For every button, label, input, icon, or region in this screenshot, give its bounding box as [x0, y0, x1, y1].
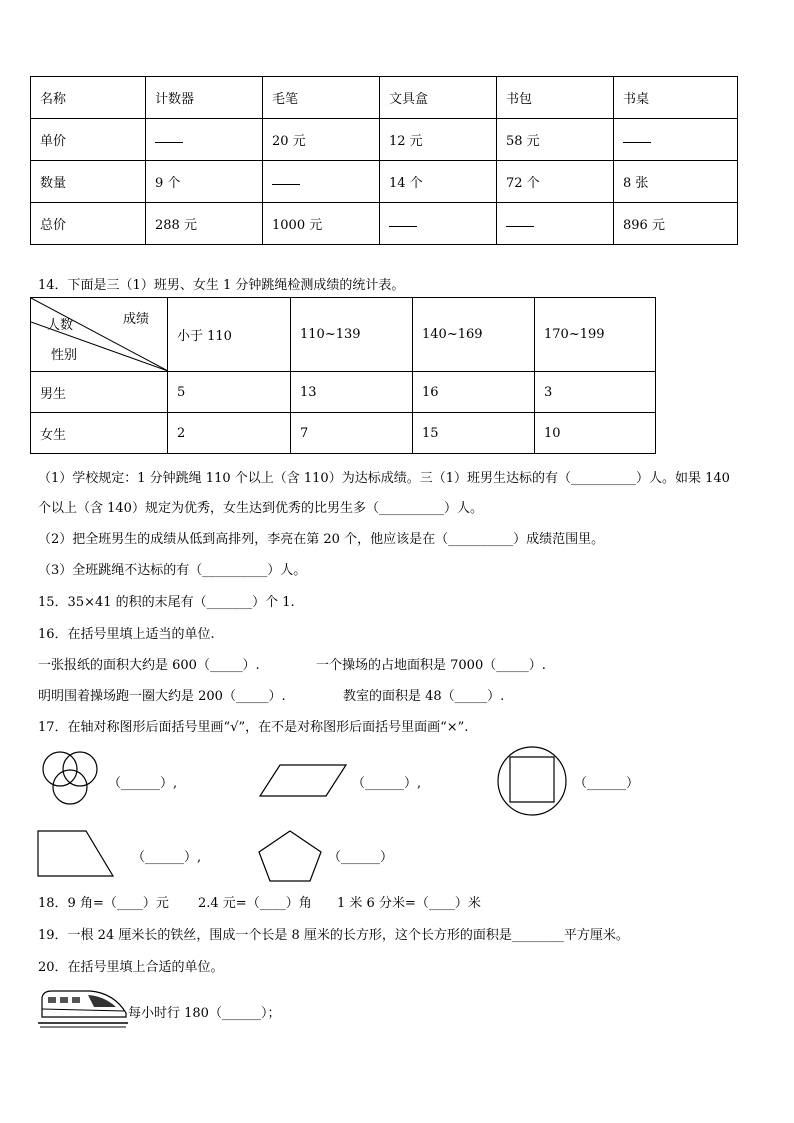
table-cell: 文具盒	[380, 77, 497, 119]
table-row	[31, 413, 656, 454]
pentagon-icon	[256, 828, 324, 884]
table-cell: 书包	[497, 77, 614, 119]
answer-blank[interactable]	[263, 161, 380, 203]
price-table	[30, 76, 738, 245]
q18-a: 18．9 角=（____）元	[38, 896, 169, 911]
table-cell: 288 元	[146, 203, 263, 245]
q17-blank-2[interactable]: （______）,	[352, 776, 422, 791]
corner-label-score: 成绩	[123, 312, 150, 327]
table-cell: 72 个	[497, 161, 614, 203]
q16-b: 一个操场的占地面积是 7000（_____）.	[316, 658, 546, 673]
q18-b: 2.4 元=（____）角	[198, 896, 312, 911]
three-circles-icon	[38, 747, 104, 813]
table-row	[31, 161, 738, 203]
table-cell: 9 个	[146, 161, 263, 203]
table-cell: 58 元	[497, 119, 614, 161]
square-in-circle-icon	[496, 745, 568, 817]
q14-part2: （2）把全班男生的成绩从低到高排列，李亮在第 20 个，他应该是在（__________）成绩范围里。	[38, 532, 605, 547]
table-cell: 总价	[31, 203, 146, 245]
table-header: 140~169	[413, 298, 535, 372]
q20-train-text: 每小时行 180（______）；	[128, 1006, 281, 1021]
q17-title: 17．在轴对称图形后面括号里画“√”，在不是对称图形后面括号里面画“×”.	[38, 720, 469, 735]
q20-title: 20．在括号里填上合适的单位。	[38, 960, 224, 975]
table-cell: 单价	[31, 119, 146, 161]
jump-rope-table	[30, 297, 656, 454]
table-cell: 5	[168, 372, 291, 413]
answer-blank[interactable]	[497, 203, 614, 245]
row-label: 男生	[31, 372, 168, 413]
q15: 15．35×41 的积的末尾有（_______）个 1.	[38, 595, 295, 610]
table-row	[31, 203, 738, 245]
q17-blank-3[interactable]: （______）	[574, 776, 640, 791]
answer-blank[interactable]	[614, 119, 738, 161]
table-cell: 2	[168, 413, 291, 454]
table-cell: 14 个	[380, 161, 497, 203]
q14-title: 14．下面是三（1）班男、女生 1 分钟跳绳检测成绩的统计表。	[38, 278, 405, 293]
table-cell: 1000 元	[263, 203, 380, 245]
q14-part1-line1: （1）学校规定：1 分钟跳绳 110 个以上（含 110）为达标成绩。三（1）班男生达标的有（__________）人。如果 140	[38, 471, 730, 486]
answer-blank[interactable]	[146, 119, 263, 161]
train-icon	[38, 985, 128, 1029]
diagonal-header-cell	[31, 298, 168, 372]
q16-c: 明明围着操场跑一圈大约是 200（_____）.	[38, 689, 286, 704]
table-cell: 7	[291, 413, 413, 454]
table-header: 110~139	[291, 298, 413, 372]
table-cell: 书桌	[614, 77, 738, 119]
table-cell: 896 元	[614, 203, 738, 245]
table-cell: 16	[413, 372, 535, 413]
q14-part3: （3）全班跳绳不达标的有（__________）人。	[38, 563, 307, 578]
table-cell: 8 张	[614, 161, 738, 203]
q18-c: 1 米 6 分米=（____）米	[337, 896, 481, 911]
table-cell: 数量	[31, 161, 146, 203]
q19: 19．一根 24 厘米长的铁丝，围成一个长是 8 厘米的长方形，这个长方形的面积是________平方厘米。	[38, 928, 629, 943]
table-header-row	[31, 298, 656, 372]
table-cell: 10	[535, 413, 656, 454]
q17-blank-1[interactable]: （______）,	[108, 776, 178, 791]
table-cell: 计数器	[146, 77, 263, 119]
q16-d: 教室的面积是 48（_____）.	[343, 689, 505, 704]
table-cell: 12 元	[380, 119, 497, 161]
table-cell: 毛笔	[263, 77, 380, 119]
table-row	[31, 119, 738, 161]
answer-blank[interactable]	[380, 203, 497, 245]
table-cell: 20 元	[263, 119, 380, 161]
table-cell: 名称	[31, 77, 146, 119]
table-header: 小于 110	[168, 298, 291, 372]
table-cell: 13	[291, 372, 413, 413]
corner-label-count: 人数	[47, 318, 74, 333]
q17-blank-4[interactable]: （______）,	[132, 850, 202, 865]
q16-a: 一张报纸的面积大约是 600（_____）.	[38, 658, 260, 673]
row-label: 女生	[31, 413, 168, 454]
table-row	[31, 77, 738, 119]
parallelogram-icon	[258, 760, 350, 800]
corner-label-gender: 性别	[51, 348, 78, 363]
q17-blank-5[interactable]: （______）	[328, 850, 394, 865]
table-cell: 15	[413, 413, 535, 454]
table-header: 170~199	[535, 298, 656, 372]
q14-part1-line2: 个以上（含 140）规定为优秀，女生达到优秀的比男生多（__________）人。	[38, 501, 483, 516]
trapezoid-icon	[36, 828, 116, 880]
table-row	[31, 372, 656, 413]
q16-title: 16．在括号里填上适当的单位.	[38, 627, 215, 642]
table-cell: 3	[535, 372, 656, 413]
